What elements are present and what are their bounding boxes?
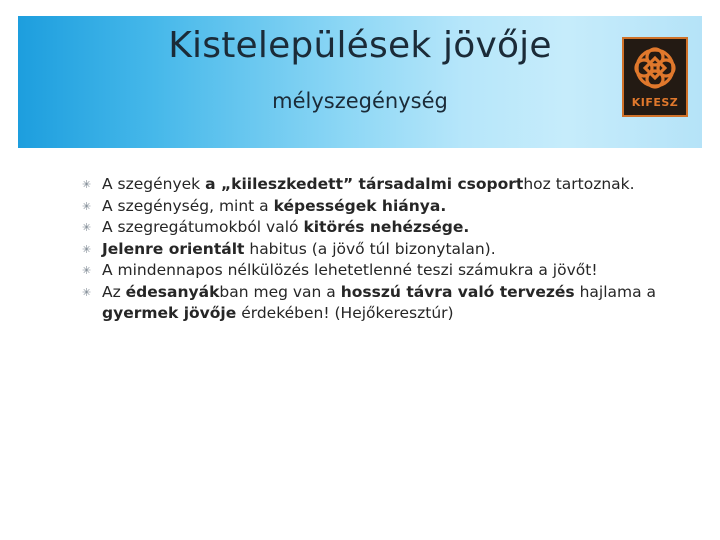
slide-title: Kistelepülések jövője [168, 25, 552, 66]
logo-text: KIFESZ [631, 96, 679, 109]
bullet-icon: ✳ [82, 221, 92, 234]
bullet-text: A mindennapos nélkülözés lehetetlenné teszi számukra a jövőt! [102, 261, 598, 279]
bullet-icon: ✳ [82, 242, 92, 256]
bullet-text: Az [102, 282, 126, 301]
bullet-item [82, 217, 692, 239]
bullet-text: érdekében! (Hejőkeresztúr) [236, 304, 454, 322]
bullet-bold-text: képességek hiánya. [273, 196, 447, 215]
bullet-item [82, 260, 692, 282]
bullet-item [82, 282, 692, 325]
bullet-bold-text: édesanyák [125, 282, 220, 301]
bullet-item [82, 174, 692, 196]
bullet-item [82, 239, 692, 261]
bullet-icon: ✳ [82, 199, 92, 213]
bullet-text: A szegregátumokból való [102, 218, 304, 236]
bullet-bold-text: a „kiileszkedett” társadalmi csoport [205, 175, 524, 193]
bullet-text: hajlama a [574, 282, 657, 301]
celtic-knot-logo-icon [631, 44, 679, 92]
bullet-bold-text: gyermek jövője [102, 304, 237, 322]
bullet-icon: ✳ [82, 285, 92, 299]
bullet-item [82, 196, 692, 218]
bullet-bold-text: Jelenre orientált [102, 239, 245, 258]
bullet-text: A szegénység, mint a [102, 196, 274, 215]
bullet-icon: ✳ [82, 178, 92, 191]
bullet-text: hoz tartoznak. [523, 175, 635, 193]
bullet-icon: ✳ [82, 264, 92, 277]
bullet-list [82, 174, 692, 325]
bullet-text: ban meg van a [219, 282, 341, 301]
bullet-text: habitus (a jövő túl bizonytalan). [244, 239, 496, 258]
kifesz-logo [622, 37, 688, 117]
bullet-bold-text: hosszú távra való tervezés [340, 282, 575, 301]
bullet-text: A szegények [102, 175, 206, 193]
slide-subtitle: mélyszegénység [272, 89, 448, 113]
bullet-bold-text: kitörés nehézsége. [303, 218, 470, 236]
